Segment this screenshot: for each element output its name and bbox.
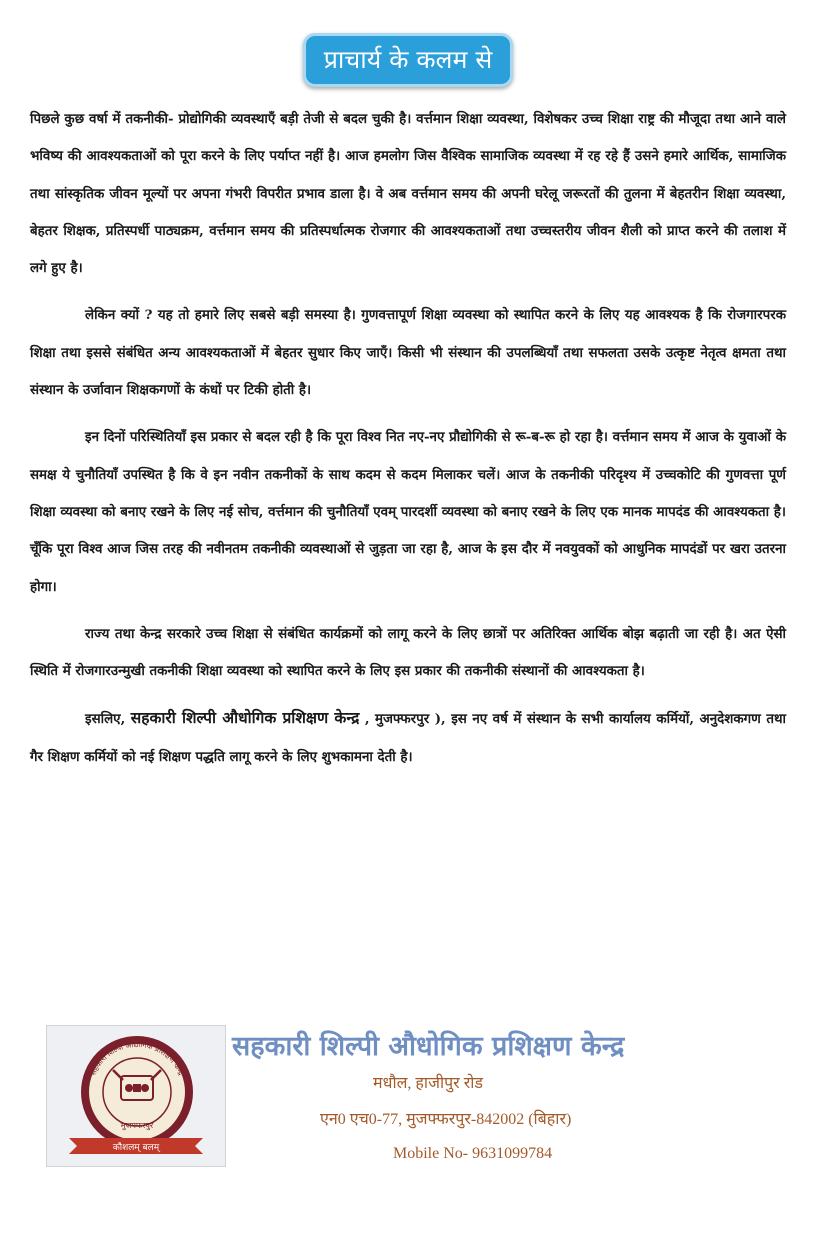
paragraph-3: इन दिनों परिस्थितियाँ इस प्रकार से बदल रही है कि पूरा विश्व नित नए-नए प्रौद्योगिकी से रू-ब-रू हो रहा है। वर्त्तमान समय में आज के युवाओं के समक्ष ये चुनौतियाँ उपस्थित है कि वे इन नवीन तकनीकों के साथ कदम से कदम मिलाकर चलें। आज के तकनीकी परिदृश्य में उच्चकोटि की गुणवत्ता पूर्ण शिक्षा व्यवस्था को बनाए रखने के लिए नई सोच, वर्त्तमान की चुनौतियाँ एवम् पारदर्शी व्यवस्था को बनाए रखने के लिए एक मानक मापदंड की आवश्यकता है। चूँकि पूरा विश्व आज जिस तरह की नवीनतम तकनीकी व्यवस्थाओं से जुड़ता जा रहा है, आज के इस दौर में नवयुवकों को आधुनिक मापदंडों पर खरा उतरना होगा।: [30, 429, 786, 595]
footer-address-line-1: मधौल, हाजीपुर रोड: [373, 1075, 483, 1092]
closing-suffix: , मुजफ्फरपुर ), इस नए वर्ष में संस्थान के सभी कार्यालय कर्मियों, अनुदेशकगण तथा गैर शिक्षण कर्मियों को नई शिक्षण पद्धति लागू करने के लिए शुभकामना देती है।: [30, 711, 787, 765]
logo-ring-text: सहकारी शिल्पी औद्योगिक प्रशिक्षण केन्द्र: [88, 1039, 186, 1077]
closing-paragraph: [30, 700, 786, 776]
page-title: प्राचार्य के कलम से: [303, 33, 514, 87]
closing-institute-name: सहकारी शिल्पी औधोगिक प्रशिक्षण केन्द्र: [130, 709, 360, 728]
letter-body: [30, 101, 786, 786]
footer-address-line-2: एन0 एच0-77, मुजफ्फरपुर-842002 (बिहार): [320, 1111, 572, 1128]
closing-prefix: इसलिए,: [85, 711, 131, 728]
logo-banner-text: कौशलम् बलम्: [112, 1143, 160, 1153]
paragraph-1: पिछले कुछ वर्षा में तकनीकी- प्रोद्योगिकी व्यवस्थाएँ बड़ी तेजी से बदल चुकी है। वर्त्तमान शिक्षा व्यवस्था, विशेषकर उच्च शिक्षा राष्ट्र की मौजूदा तथा आने वाले भविष्य की आवश्यकताओं को पूरा करने के लिए पर्याप्त नहीं है। आज हमलोग जिस वैश्विक सामाजिक व्यवस्था में रह रहे हैं उसने हमारे आर्थिक, सामाजिक तथा सांस्कृतिक जीवन मूल्यों पर अपना गंभरी विपरीत प्रभाव डाला है। वे अब वर्त्तमान समय की अपनी घरेलू जरूरतों की तुलना में बेहतरीन शिक्षा व्यवस्था, बेहतर शिक्षक, प्रतिस्पर्धी पाठ्यक्रम, वर्त्तमान समय की प्रतिस्पर्धात्मक रोजगार की आवश्यकताओं तथा उच्चस्तरीय जीवन शैली को प्राप्त करने की तलाश में लगे हुए है।: [30, 111, 786, 277]
footer-mobile: Mobile No- 9631099784: [393, 1145, 553, 1162]
logo-city-text: मुजफ्फरपुर: [120, 1121, 154, 1130]
title-area: [0, 33, 816, 87]
paragraph-4: राज्य तथा केन्द्र सरकारे उच्च शिक्षा से संबंधित कार्यक्रमों को लागू करने के लिए छात्रों पर अतिरिक्त आर्थिक बोझ बढ़ाती जा रही है। अत ऐसी स्थिति में रोजगारउन्मुखी तकनीकी शिक्षा व्यवस्था को स्थापित करने के लिए इस प्रकार की तकनीकी संस्थानों की आवश्यकता है।: [30, 625, 786, 680]
paragraph-2: लेकिन क्यों ? यह तो हमारे लिए सबसे बड़ी समस्या है। गुणवत्तापूर्ण शिक्षा व्यवस्था को स्थापित करने के लिए यह आवश्यक है कि रोजगारपरक शिक्षा तथा इससे संबंधित अन्य आवश्यकताओं में बेहतर सुधार किए जाएँ। किसी भी संस्थान की उपलब्धियाँ तथा सफलता उसके उत्कृष्ट नेतृत्व क्षमता तथा संस्थान के उर्जावान शिक्षकगणों के कंधों पर टिकी होती है।: [30, 307, 786, 399]
footer-institute-name: सहकारी शिल्पी औधोगिक प्रशिक्षण केन्द्र: [232, 1031, 625, 1062]
